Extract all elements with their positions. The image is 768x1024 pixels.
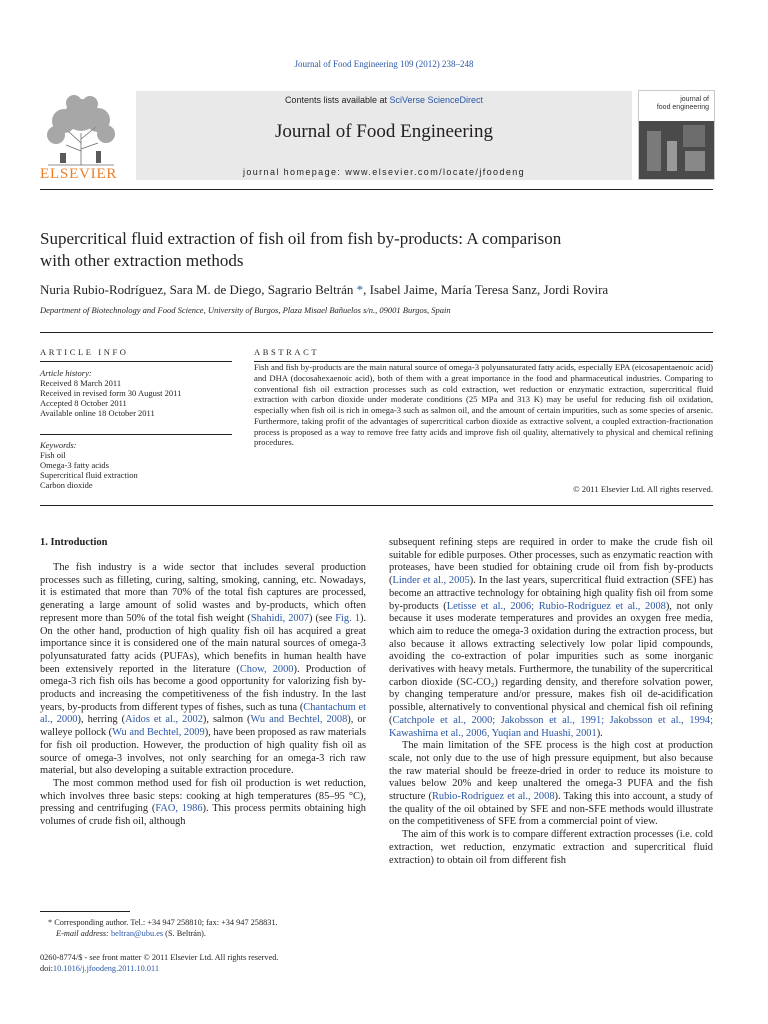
history-online: Available online 18 October 2011 [40,408,155,418]
text-run: The main limitation of the SFE process is the high cost at production scale, not only due to the use of high pressure equipment, but also because the raw material should be freeze-dried in order to reduce its moisture to values below 20% and keep unaltered the omega-3 PUFA and the fish structure ( [389,740,713,803]
publisher-name: ELSEVIER [40,166,118,182]
text-run: ). On the other hand, production of high quality fish oil has acquired a great importance since it is considered one of the main natural sources of omega-3 polyunsaturated fatty acids (PUFAs), which benefits in human health have been extensively reported in the literature ( [40,612,366,675]
cover-title-line2: food engineering [656,104,709,111]
history-label: Article history: [40,368,92,378]
email-label: E-mail address: [56,929,111,938]
affiliation: Department of Biotechnology and Food Science, University of Burgos, Plaza Misael Bañuelos s/n., 09001 Burgos, Spain [40,305,451,315]
reference-link[interactable]: Chantachum et al., 2000 [40,701,366,726]
keywords [40,440,240,490]
article-info-rule [40,361,232,362]
doi-line [40,963,370,974]
keywords-rule [40,434,232,435]
corresponding-author-note: * Corresponding author. Tel.: +34 947 258810; fax: +34 947 258831. [48,918,278,927]
reference-link[interactable]: Wu and Bechtel, 2008 [250,714,348,726]
article-history [40,368,240,418]
history-accepted: Accepted 8 October 2011 [40,398,127,408]
reference-link[interactable]: Letisse et al., 2006; Rubio-Rodríguez et al., 2008 [446,600,666,612]
email-suffix: (S. Beltrán). [163,929,206,938]
text-run: subsequent refining steps are required in order to make the crude fish oil suitable for edible purposes. Other processes, such as enzymatic reaction with proteases, have been studied for obtaining crude oil from fish by-products ( [389,537,713,587]
text-run: ). Production of omega-3 rich fish oils has become a good opportunity for valorizing fish by-products and increasing the competitiveness of the fish industry. In the last years, by-products from different types of fishes, such as tuna ( [40,663,366,713]
abstract-copyright: © 2011 Elsevier Ltd. All rights reserved. [573,484,713,494]
text-run: ), have been proposed as raw materials for fish oil production. However, the production of high quality fish oil as source of omega-3 involves, not only searching for an omega-3 rich raw material, but also developing a suitable extraction procedure. [40,727,367,777]
reference-link[interactable]: Catchpole et al., 2000; Jakobsson et al., 1991; Jakobsson et al., 1994; Kawashima et al., 2006, Yuqian and Huashi, 2001 [389,714,713,739]
text-run: ) (see [308,612,336,624]
reference-link[interactable]: FAO, 1986 [155,803,203,815]
reference-link[interactable]: Wu and Bechtel, 2009 [112,727,205,739]
email-line [48,928,378,939]
doi-label: doi: [40,964,53,973]
article-title [40,228,720,272]
sciencedirect-link[interactable]: SciVerse ScienceDirect [389,95,484,105]
keyword-item: Omega-3 fatty acids [40,460,109,470]
article-info-heading: ARTICLE INFO [40,347,129,357]
text-run: ), not only because it uses moderate temperatures and provides an oxygen free media, which aim to reduce the omega-3 oxidation during the extraction process, but also because it allows extracting selectively low polar lipid compounds, avoiding the co-extraction of polar impurities such as some inorganic derivatives with heavy metals. Furthermore, the tunability of the supercritical carbon dioxide (SC-CO₂) regarding density, and therefore solvation power, by changing temperature and/or pressure, makes fish oil de-acidification possible, alternatively to conventional physical and chemical fish oil refining ( [389,600,713,726]
left-column [40,562,366,829]
journal-cover-icon[interactable] [638,90,715,180]
authors-part1: Nuria Rubio-Rodríguez, Sara M. de Diego, Sagrario Beltrán [40,282,354,297]
text-run: ). Taking this into account, a study of the quality of the oil obtained by SFE and non-SFE methods would illustrate on the competitiveness of SFE from a commercial point of view. [389,791,713,828]
keyword-item: Fish oil [40,450,66,460]
cover-image [639,121,714,179]
reference-link[interactable]: Linder et al., 2005 [392,575,470,587]
keyword-item: Supercritical fluid extraction [40,470,138,480]
email-link[interactable]: beltran@ubu.es [111,929,164,938]
right-column [389,537,713,867]
text-run: ), salmon ( [202,714,251,726]
text-run: The fish industry is a wide sector that includes several production processes such as filleting, curing, salting, smoking, canning, etc. Nowadays, it is estimated that more than 70% of the total fish captures are processed, generating a large amount of solid wastes and by-products, which often represent more than 50% of the total fish weight ( [40,562,366,624]
figure-link[interactable]: Fig. 1 [335,612,360,624]
issn-line: 0260-8774/$ - see front matter © 2011 Elsevier Ltd. All rights reserved. [40,953,279,962]
corresponding-author-mark[interactable]: * [353,282,364,297]
text-run: ). This process permits obtaining high volumes of crude fish oil, although [40,803,367,828]
reference-link[interactable]: Rubio-Rodríguez et al., 2008 [431,791,555,803]
intro-paragraph-1 [40,562,366,778]
intro-paragraph-5: The aim of this work is to compare different extraction processes (i.e. cold extraction, wet reduction, enzymatic extraction and supercritical fluid extraction) to obtain oil from different fish [389,829,713,866]
abstract-heading: ABSTRACT [254,347,320,357]
text-run: ), herring ( [77,714,126,726]
abstract-text: Fish and fish by-products are the main natural source of omega-3 polyunsaturated fatty acids, especially EPA (eicosapentaenoic acid) and DHA (docosahexaenoic acid), both of them with a great importance in the food and pharmaceutical industries. Comparing to conventional fish oil extraction processes such as cold extraction, wet reduction or enzymatic extraction, supercritical fluid extraction with carbon dioxide under moderate conditions (25 MPa and 313 K) may be useful for reducing fish oil oxidation, especially when fish oil is rich in omega-3 such as salmon oil, and the amount of certain impurities, such as some species of arsenic. Furthermore, taking profit of the advantages of supercritical carbon dioxide as extractive solvent, a coupled extraction-fractionation process is proposed as a way to remove free fatty acids and improve fish oil quality, alternatively to physical and chemical refining procedures. [254,362,713,448]
journal-citation-link[interactable]: Journal of Food Engineering 109 (2012) 238–248 [294,59,474,69]
text-run: The most common method used for fish oil production is wet reduction, which involves three basic steps: cooking at high temperatures (85–95 °C), pressing and centrifuging ( [40,777,366,815]
intro-paragraph-2 [40,778,366,829]
cover-title-line1: journal of [680,96,709,103]
authors [40,282,730,298]
reference-link[interactable]: Chow, 2000 [239,663,294,675]
contents-available [136,95,632,105]
contents-prefix: Contents lists available at [284,95,390,105]
cover-title [639,96,709,112]
header-rule [40,189,713,190]
history-received: Received 8 March 2011 [40,378,122,388]
keywords-label: Keywords: [40,440,77,450]
text-run: ). [596,727,603,739]
keyword-item: Carbon dioxide [40,480,93,490]
history-revised: Received in revised form 30 August 2011 [40,388,182,398]
journal-name: Journal of Food Engineering [275,121,493,142]
issn-doi [40,952,370,974]
reference-link[interactable]: Aidos et al., 2002 [125,714,203,726]
intro-paragraph-4 [389,740,713,829]
abstract-bottom-rule [40,505,713,506]
intro-paragraph-3 [389,537,713,740]
authors-part2: , Isabel Jaime, María Teresa Sanz, Jordi Rovira [363,282,609,297]
text-run: ), or walleye pollock ( [40,714,366,739]
info-rule [40,332,713,333]
section-heading-introduction: 1. Introduction [40,537,108,548]
corresponding-footnote [48,917,378,939]
reference-link[interactable]: Shahidi, 2007 [250,612,309,624]
doi-link[interactable]: 10.1016/j.jfoodeng.2011.10.011 [52,964,160,973]
text-run: ). In the last years, supercritical fluid extraction (SFE) has become an attractive technology for obtaining high quality fish oil from some by-products ( [389,575,713,612]
footnote-rule [40,911,130,912]
title-line1: Supercritical fluid extraction of fish oil from fish by-products: A comparison [40,229,562,248]
journal-homepage[interactable]: journal homepage: www.elsevier.com/locate/jfoodeng [242,167,526,177]
title-line2: with other extraction methods [40,251,244,270]
